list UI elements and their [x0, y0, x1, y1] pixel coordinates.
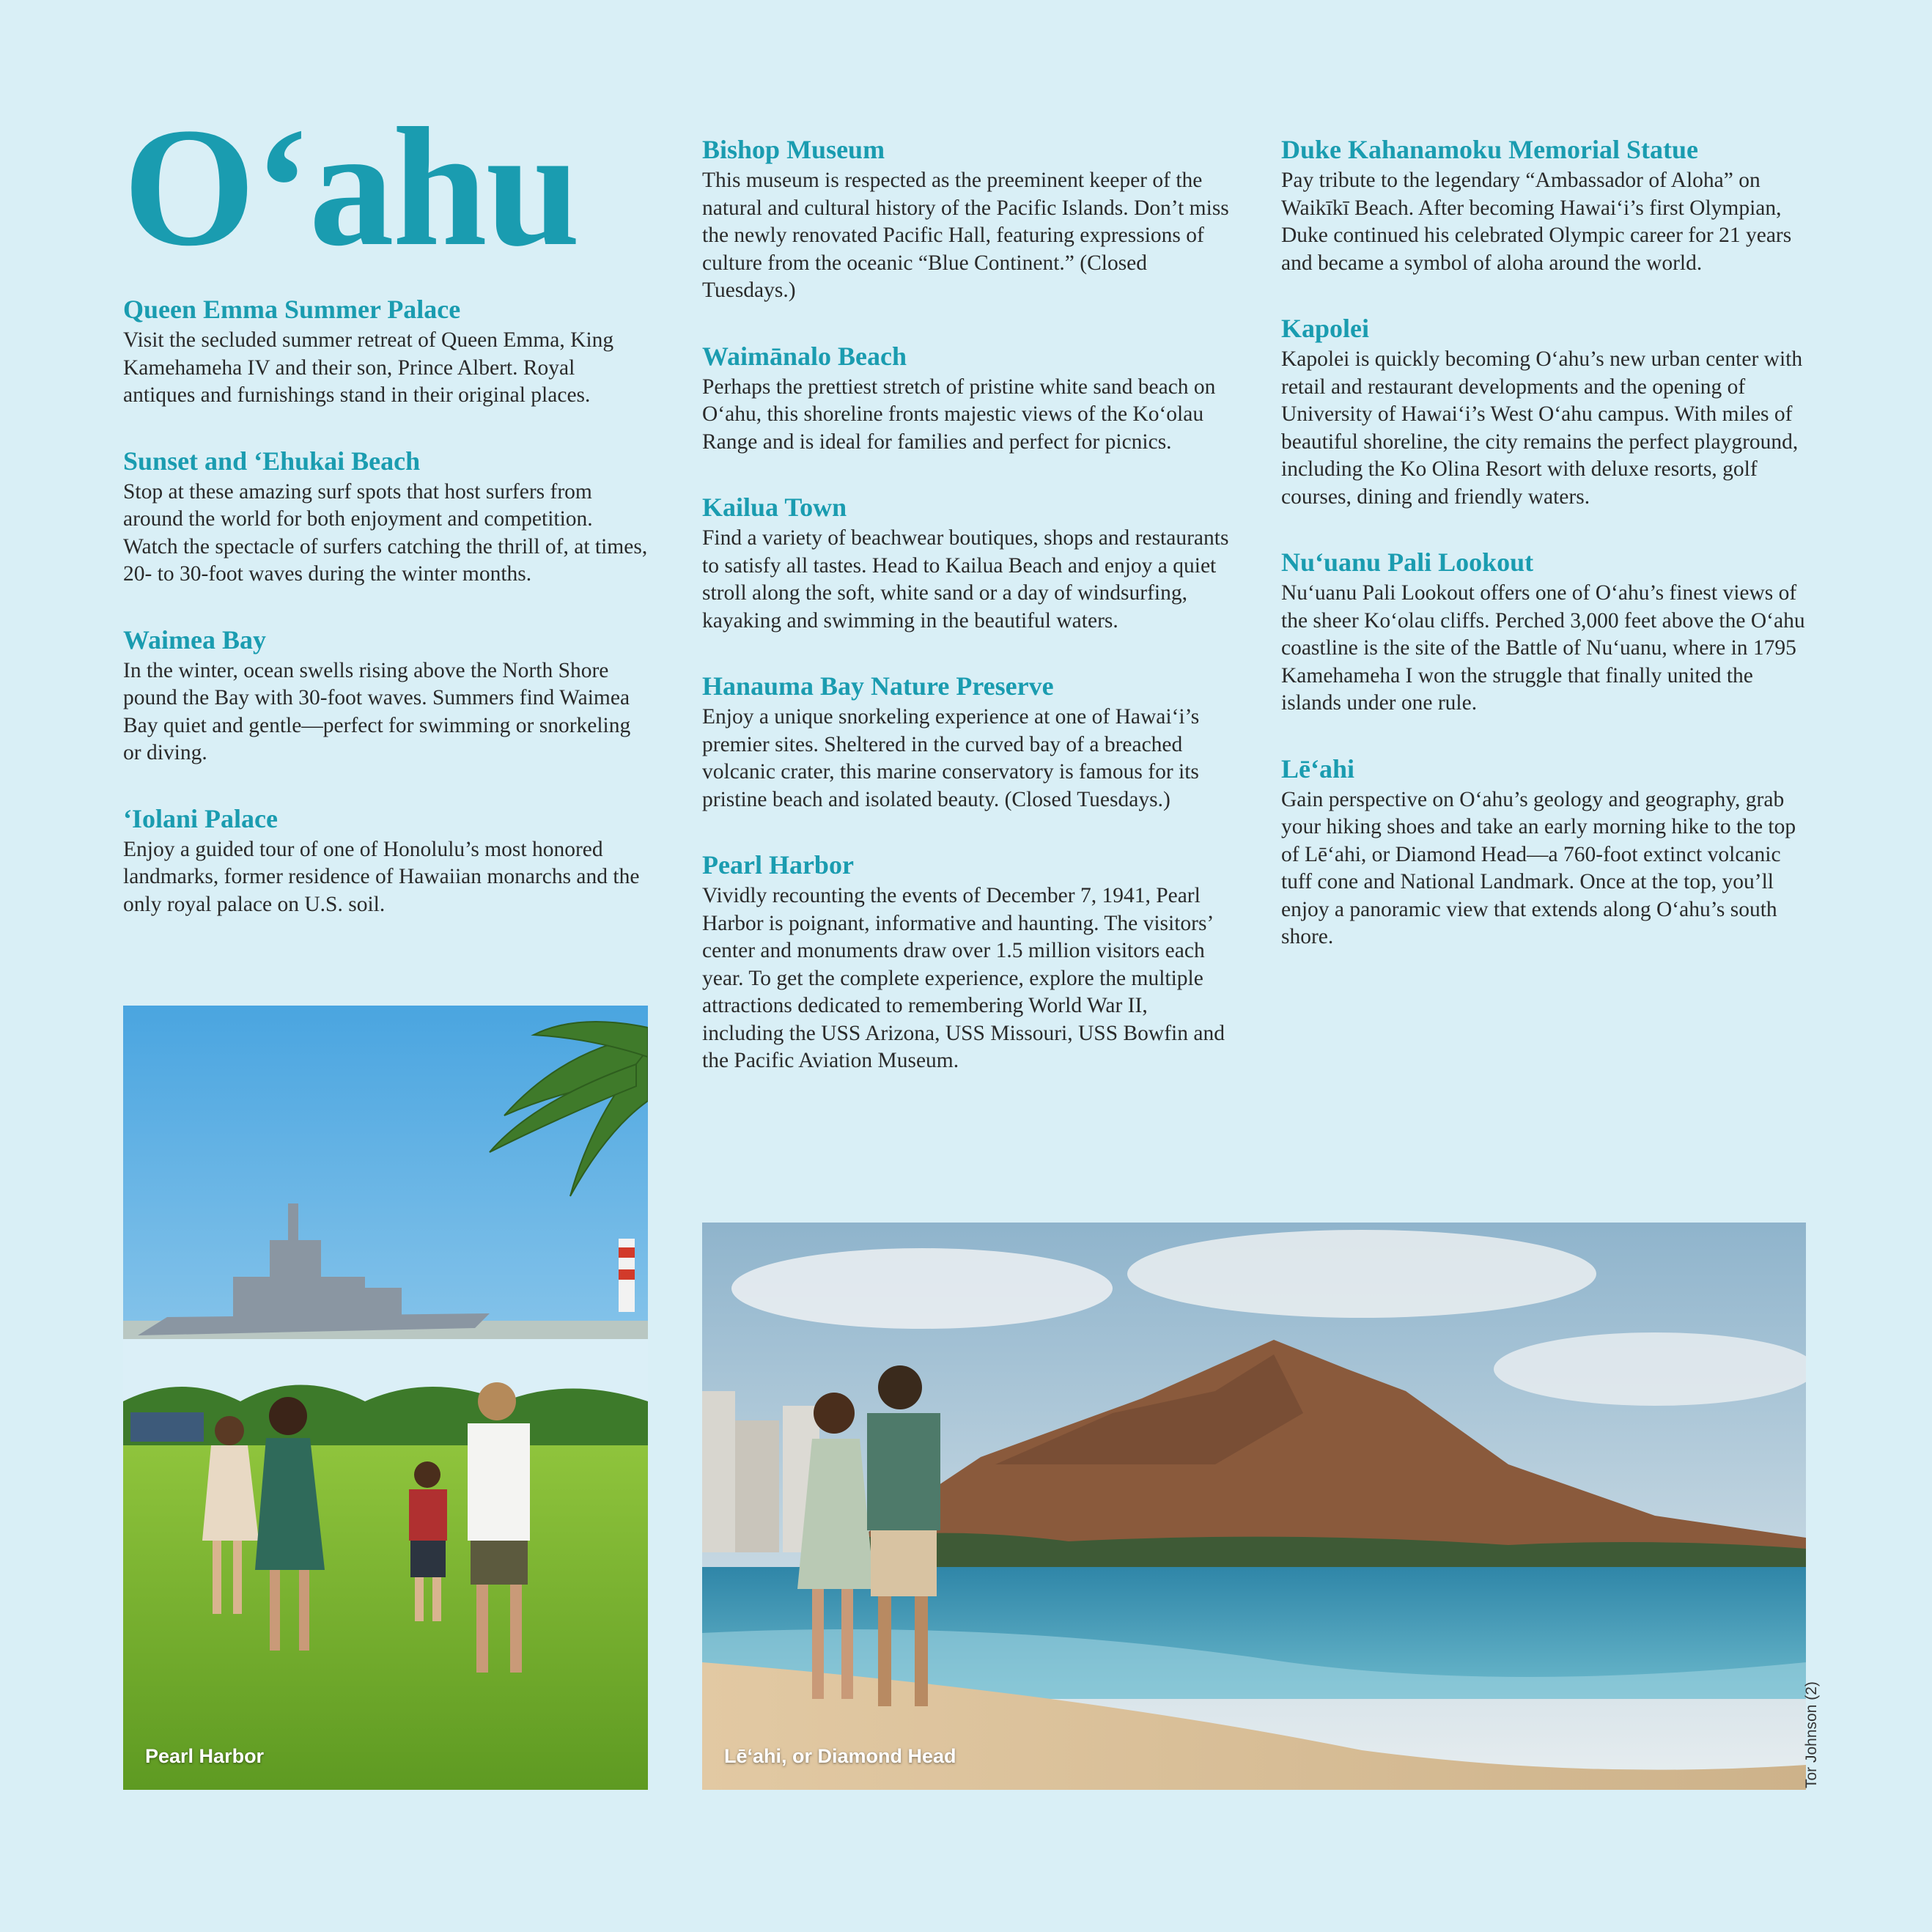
left-column — [123, 293, 651, 954]
section-body: Visit the secluded summer retreat of Queen Emma, King Kamehameha IV and their son, Prince Albert. Royal antiques and furnishings stand in their original places. — [123, 328, 614, 407]
section-heading: Lē‘ahi — [1281, 753, 1355, 784]
section-waimanalo-beach — [702, 340, 1230, 457]
section-heading: Waimea Bay — [123, 624, 266, 655]
section-heading: Queen Emma Summer Palace — [123, 295, 461, 324]
photo-credit: Tor Johnson (2) — [1803, 1681, 1820, 1788]
diamond-head-illustration — [702, 1223, 1806, 1790]
section-heading: Pearl Harbor — [702, 850, 854, 880]
middle-column — [702, 133, 1230, 1110]
section-bishop-museum — [702, 133, 1230, 305]
section-heading: Bishop Museum — [702, 135, 885, 164]
section-body: Nu‘uanu Pali Lookout offers one of O‘ahu’s finest views of the sheer Ko‘olau cliffs. Perched 3,000 feet above the O‘ahu coastline is the site of the Battle of Nu‘uanu, where in 1795 Kamehameha I won the struggle that finally united the islands under one rule. — [1281, 581, 1805, 715]
section-body: Gain perspective on O‘ahu’s geology and geography, grab your hiking shoes and take an early morning hike to the top of Lē‘ahi, or Diamond Head—a 760-foot extinct volcanic tuff cone and National Landmark. Once at the top, you’ll enjoy a panoramic view that extends along O‘ahu’s south shore. — [1281, 787, 1796, 948]
section-body: Perhaps the prettiest stretch of pristine white sand beach on O‘ahu, this shoreline fronts majestic views of the Ko‘olau Range and is ideal for families and perfect for picnics. — [702, 375, 1216, 454]
section-queen-emma — [123, 293, 651, 410]
section-heading: Sunset and ‘Ehukai Beach — [123, 446, 421, 476]
section-heading: Duke Kahanamoku Memorial Statue — [1281, 135, 1699, 164]
section-body: Find a variety of beachwear boutiques, shops and restaurants to satisfy all tastes. Head to Kailua Beach and enjoy a quiet stroll along the soft, white sand or a day of windsurfing, kayaking and swimming in the beautiful waters. — [702, 526, 1229, 633]
section-waimea-bay — [123, 624, 651, 767]
section-body: In the winter, ocean swells rising above the North Shore pound the Bay with 30-foot waves. Summers find Waimea Bay quiet and gentle—perfect for swimming or snorkeling or diving. — [123, 658, 631, 764]
section-kailua-town — [702, 491, 1230, 635]
section-body: This museum is respected as the preeminent keeper of the natural and cultural history of the Pacific Islands. Don’t miss the newly renovated Pacific Hall, featuring expressions of culture from the oceanic “Blue Continent.” (Closed Tuesdays.) — [702, 169, 1229, 302]
section-pearl-harbor — [702, 849, 1230, 1075]
section-body: Pay tribute to the legendary “Ambassador of Aloha” on Waikīkī Beach. After becoming Hawai‘i’s first Olympian, Duke continued his celebrated Olympic career for 21 years and became a symbol of aloha around the world. — [1281, 169, 1792, 275]
section-heading: Waimānalo Beach — [702, 341, 907, 371]
section-hanauma-bay — [702, 670, 1230, 814]
diamond-head-photo — [702, 1223, 1806, 1790]
section-nuuanu-pali — [1281, 546, 1816, 718]
section-body: Kapolei is quickly becoming O‘ahu’s new urban center with retail and restaurant developments and the opening of University of Hawai‘i’s West O‘ahu campus. With miles of beautiful shoreline, the city remains the perfect playground, including the Ko Olina Resort with deluxe resorts, golf courses, dining and friendly waters. — [1281, 347, 1803, 509]
section-body: Enjoy a guided tour of one of Honolulu’s most honored landmarks, former residence of Hawaiian monarchs and the only royal palace on U.S. soil. — [123, 837, 640, 916]
section-duke-kahanamoku — [1281, 133, 1816, 277]
section-heading: ‘Iolani Palace — [123, 803, 278, 833]
section-kapolei — [1281, 312, 1816, 511]
pearl-harbor-illustration — [123, 1006, 648, 1790]
page-title: O‘ahu — [123, 93, 579, 281]
section-body: Stop at these amazing surf spots that host surfers from around the world for both enjoyment and competition. Watch the spectacle of surfers catching the thrill of, at times, 20- to 30-foot waves during the winter months. — [123, 479, 648, 586]
section-iolani-palace — [123, 803, 651, 919]
section-heading: Kapolei — [1281, 314, 1370, 343]
section-heading: Nu‘uanu Pali Lookout — [1281, 547, 1534, 577]
photo-caption: Lē‘ahi, or Diamond Head — [724, 1745, 956, 1767]
section-heading: Hanauma Bay Nature Preserve — [702, 671, 1054, 701]
section-body: Vividly recounting the events of December 7, 1941, Pearl Harbor is poignant, informative and haunting. The visitors’ center and monuments draw over 1.5 million visitors each year. To get the complete experience, explore the multiple attractions dedicated to remembering World War II, including the USS Arizona, USS Missouri, USS Bowfin and the Pacific Aviation Museum. — [702, 884, 1225, 1072]
pearl-harbor-photo — [123, 1006, 648, 1790]
photo-caption: Pearl Harbor — [145, 1745, 265, 1767]
section-sunset-ehukai — [123, 445, 651, 589]
section-body: Enjoy a unique snorkeling experience at one of Hawai‘i’s premier sites. Sheltered in the curved bay of a breached volcanic crater, this marine conservatory is famous for its pristine beach and isolated beauty. (Closed Tuesdays.) — [702, 705, 1200, 811]
right-column — [1281, 133, 1816, 987]
section-leahi — [1281, 753, 1816, 951]
section-heading: Kailua Town — [702, 493, 847, 522]
